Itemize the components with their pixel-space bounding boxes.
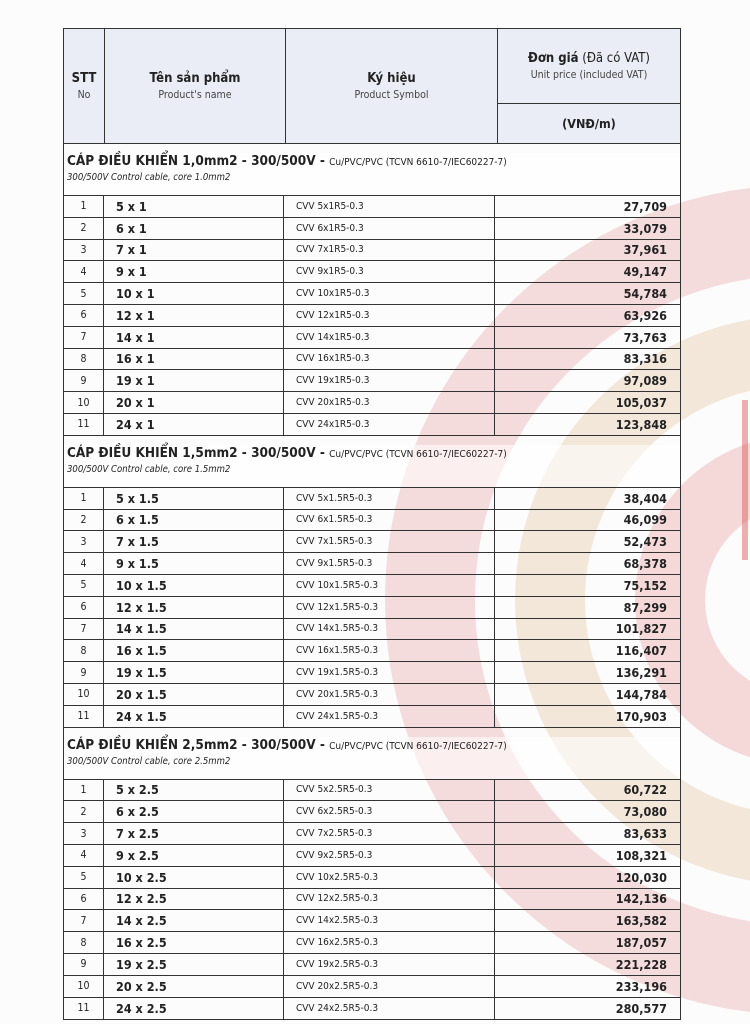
table-row — [64, 575, 680, 597]
unit-price: 83,633 — [623, 826, 667, 842]
product-name: 14 x 1 — [104, 327, 284, 348]
unit-price: 280,577 — [615, 1000, 667, 1016]
product-symbol: CVV 16x2.5R5-0.3 — [284, 932, 495, 953]
row-number: 2 — [64, 510, 104, 531]
table-row — [64, 196, 680, 218]
product-name: 24 x 2.5 — [104, 998, 284, 1020]
row-number: 1 — [64, 488, 104, 509]
row-number: 6 — [64, 305, 104, 326]
row-number: 6 — [64, 889, 104, 910]
section-subtitle: 300/500V Control cable, core 1.5mm2 — [67, 463, 231, 475]
row-number: 7 — [64, 327, 104, 348]
unit-price: 75,152 — [623, 577, 667, 593]
table-row — [64, 976, 680, 998]
product-name: 6 x 1.5 — [104, 510, 284, 531]
product-symbol: CVV 5x2.5R5-0.3 — [284, 780, 495, 801]
table-row — [64, 392, 680, 414]
product-name: 20 x 1.5 — [104, 684, 284, 705]
table-row — [64, 867, 680, 889]
product-symbol: CVV 20x2.5R5-0.3 — [284, 976, 495, 997]
product-name: 6 x 1 — [104, 218, 284, 239]
row-number: 8 — [64, 349, 104, 370]
table-row — [64, 619, 680, 641]
section-standard: Cu/PVC/PVC (TCVN 6610-7/IEC60227-7) — [329, 448, 507, 460]
unit-price: 170,903 — [615, 708, 667, 724]
product-symbol: CVV 19x1.5R5-0.3 — [284, 662, 495, 683]
table-row — [64, 889, 680, 911]
unit-price: 97,089 — [623, 373, 667, 389]
unit-price: 83,316 — [623, 351, 667, 367]
header-product-name: Tên sản phẩm Product's name — [105, 29, 286, 143]
unit-price: 187,057 — [615, 935, 667, 950]
product-name: 12 x 1.5 — [104, 597, 284, 618]
product-symbol: CVV 6x2.5R5-0.3 — [284, 801, 495, 822]
unit-price: 123,848 — [615, 416, 667, 432]
product-symbol: CVV 10x1.5R5-0.3 — [284, 575, 495, 596]
section-standard: Cu/PVC/PVC (TCVN 6610-7/IEC60227-7) — [329, 740, 507, 752]
product-symbol: CVV 14x2.5R5-0.3 — [284, 910, 495, 931]
table-row — [64, 706, 680, 728]
table-row — [64, 370, 680, 392]
table-row — [64, 684, 680, 706]
unit-price: 52,473 — [623, 534, 667, 550]
product-name: 20 x 1 — [104, 392, 284, 413]
unit-price: 73,080 — [623, 804, 667, 820]
header-unit-price: Đơn giá (Đã có VAT) Unit price (included VAT) (VNĐ/m) — [498, 29, 680, 143]
table-row — [64, 998, 680, 1020]
table-row — [64, 662, 680, 684]
product-name: 24 x 1.5 — [104, 706, 284, 727]
table-row — [64, 597, 680, 619]
table-row — [64, 780, 680, 802]
product-symbol: CVV 5x1.5R5-0.3 — [284, 488, 495, 509]
product-name: 5 x 2.5 — [104, 780, 284, 801]
unit-price: 108,321 — [615, 847, 667, 863]
unit-price: 142,136 — [615, 891, 667, 907]
product-symbol: CVV 9x2.5R5-0.3 — [284, 845, 495, 866]
unit-price: 54,784 — [623, 286, 667, 302]
row-number: 3 — [64, 240, 104, 261]
row-number: 3 — [64, 823, 104, 844]
section-subtitle: 300/500V Control cable, core 1.0mm2 — [67, 172, 231, 183]
unit-price: 163,582 — [615, 913, 667, 929]
price-table — [63, 28, 681, 1020]
product-symbol: CVV 16x1.5R5-0.3 — [284, 640, 495, 661]
row-number: 2 — [64, 218, 104, 239]
product-symbol: CVV 6x1.5R5-0.3 — [284, 510, 495, 531]
product-name: 5 x 1.5 — [104, 488, 284, 509]
product-symbol: CVV 19x2.5R5-0.3 — [284, 954, 495, 975]
section-standard: Cu/PVC/PVC (TCVN 6610-7/IEC60227-7) — [329, 157, 507, 168]
unit-price: 33,079 — [623, 220, 667, 236]
product-symbol: CVV 5x1R5-0.3 — [284, 196, 495, 217]
product-symbol: CVV 24x1R5-0.3 — [284, 414, 495, 435]
product-symbol: CVV 14x1.5R5-0.3 — [284, 619, 495, 640]
unit-price: 37,961 — [623, 242, 667, 258]
header-stt: STT No — [64, 29, 105, 143]
row-number: 4 — [64, 261, 104, 282]
table-row — [64, 954, 680, 976]
table-header — [64, 29, 680, 144]
product-name: 12 x 2.5 — [104, 889, 284, 910]
unit-price: 38,404 — [623, 490, 667, 506]
section-heading — [64, 445, 680, 488]
product-symbol: CVV 19x1R5-0.3 — [284, 370, 495, 391]
section-title: CÁP ĐIỀU KHIỂN 1,0mm2 - 300/500V - — [67, 153, 330, 169]
product-symbol: CVV 20x1R5-0.3 — [284, 392, 495, 413]
product-symbol: CVV 12x1R5-0.3 — [284, 305, 495, 326]
unit-price: 233,196 — [615, 978, 667, 994]
row-number: 10 — [64, 392, 104, 413]
table-row — [64, 240, 680, 262]
table-row — [64, 845, 680, 867]
table-row — [64, 823, 680, 845]
product-symbol: CVV 9x1R5-0.3 — [284, 261, 495, 282]
table-row — [64, 488, 680, 510]
row-number: 5 — [64, 867, 104, 888]
product-name: 10 x 2.5 — [104, 867, 284, 888]
product-name: 16 x 2.5 — [104, 932, 284, 953]
product-symbol: CVV 10x1R5-0.3 — [284, 283, 495, 304]
row-number: 2 — [64, 801, 104, 822]
table-row — [64, 510, 680, 532]
table-row — [64, 910, 680, 932]
row-number: 11 — [64, 998, 104, 1020]
row-number: 5 — [64, 575, 104, 596]
row-number: 10 — [64, 684, 104, 705]
section-heading — [64, 737, 680, 780]
row-number: 11 — [64, 414, 104, 435]
product-name: 14 x 2.5 — [104, 910, 284, 931]
product-symbol: CVV 24x2.5R5-0.3 — [284, 998, 495, 1020]
section-subtitle: 300/500V Control cable, core 2.5mm2 — [67, 755, 231, 767]
table-row — [64, 531, 680, 553]
row-number: 9 — [64, 662, 104, 683]
product-name: 7 x 1.5 — [104, 531, 284, 552]
product-symbol: CVV 7x2.5R5-0.3 — [284, 823, 495, 844]
row-number: 7 — [64, 910, 104, 931]
section-title: CÁP ĐIỀU KHIỂN 2,5mm2 - 300/500V - — [67, 736, 330, 753]
table-row — [64, 640, 680, 662]
product-name: 5 x 1 — [104, 196, 284, 217]
product-symbol: CVV 9x1.5R5-0.3 — [284, 553, 495, 574]
product-symbol: CVV 7x1.5R5-0.3 — [284, 531, 495, 552]
product-name: 19 x 1.5 — [104, 662, 284, 683]
product-name: 7 x 2.5 — [104, 823, 284, 844]
row-number: 4 — [64, 845, 104, 866]
product-name: 9 x 2.5 — [104, 845, 284, 866]
product-symbol: CVV 24x1.5R5-0.3 — [284, 706, 495, 727]
table-row — [64, 218, 680, 240]
product-symbol: CVV 12x2.5R5-0.3 — [284, 889, 495, 910]
row-number: 9 — [64, 370, 104, 391]
product-name: 24 x 1 — [104, 414, 284, 435]
unit-price: 27,709 — [623, 198, 667, 214]
unit-price: 73,763 — [623, 329, 667, 345]
product-symbol: CVV 6x1R5-0.3 — [284, 218, 495, 239]
table-row — [64, 305, 680, 327]
table-row — [64, 801, 680, 823]
row-number: 9 — [64, 954, 104, 975]
product-symbol: CVV 14x1R5-0.3 — [284, 327, 495, 348]
unit-price: 105,037 — [615, 395, 667, 411]
product-symbol: CVV 10x2.5R5-0.3 — [284, 867, 495, 888]
row-number: 8 — [64, 932, 104, 953]
unit-price: 46,099 — [623, 512, 667, 528]
unit-price: 87,299 — [623, 599, 667, 615]
product-name: 20 x 2.5 — [104, 976, 284, 997]
product-name: 16 x 1.5 — [104, 640, 284, 661]
product-name: 19 x 1 — [104, 370, 284, 391]
product-symbol: CVV 20x1.5R5-0.3 — [284, 684, 495, 705]
unit-price: 63,926 — [623, 307, 667, 323]
product-name: 14 x 1.5 — [104, 619, 284, 640]
header-unit: (VNĐ/m) — [562, 116, 616, 131]
product-symbol: CVV 12x1.5R5-0.3 — [284, 597, 495, 618]
product-name: 10 x 1 — [104, 283, 284, 304]
row-number: 1 — [64, 196, 104, 217]
unit-price: 221,228 — [615, 956, 667, 972]
product-name: 19 x 2.5 — [104, 954, 284, 975]
row-number: 4 — [64, 553, 104, 574]
table-row — [64, 261, 680, 283]
unit-price: 60,722 — [623, 782, 667, 798]
product-symbol: CVV 7x1R5-0.3 — [284, 240, 495, 261]
unit-price: 120,030 — [615, 869, 667, 885]
table-row — [64, 349, 680, 371]
product-name: 9 x 1 — [104, 261, 284, 282]
product-name: 6 x 2.5 — [104, 801, 284, 822]
row-number: 1 — [64, 780, 104, 801]
table-row — [64, 327, 680, 349]
row-number: 11 — [64, 706, 104, 727]
table-row — [64, 553, 680, 575]
row-number: 7 — [64, 619, 104, 640]
unit-price: 136,291 — [615, 665, 667, 681]
unit-price: 49,147 — [623, 264, 667, 280]
product-name: 12 x 1 — [104, 305, 284, 326]
table-row — [64, 932, 680, 954]
section-title: CÁP ĐIỀU KHIỂN 1,5mm2 - 300/500V - — [67, 444, 330, 461]
table-row — [64, 283, 680, 305]
row-number: 6 — [64, 597, 104, 618]
unit-price: 101,827 — [615, 621, 667, 637]
product-name: 16 x 1 — [104, 349, 284, 370]
product-symbol: CVV 16x1R5-0.3 — [284, 349, 495, 370]
unit-price: 68,378 — [623, 556, 667, 572]
row-number: 10 — [64, 976, 104, 997]
product-name: 9 x 1.5 — [104, 553, 284, 574]
table-row — [64, 414, 680, 436]
product-name: 10 x 1.5 — [104, 575, 284, 596]
unit-price: 144,784 — [615, 686, 667, 702]
header-product-symbol: Ký hiệu Product Symbol — [286, 29, 498, 143]
row-number: 3 — [64, 531, 104, 552]
row-number: 8 — [64, 640, 104, 661]
row-number: 5 — [64, 283, 104, 304]
unit-price: 116,407 — [615, 643, 667, 659]
section-heading — [64, 153, 680, 196]
product-name: 7 x 1 — [104, 240, 284, 261]
